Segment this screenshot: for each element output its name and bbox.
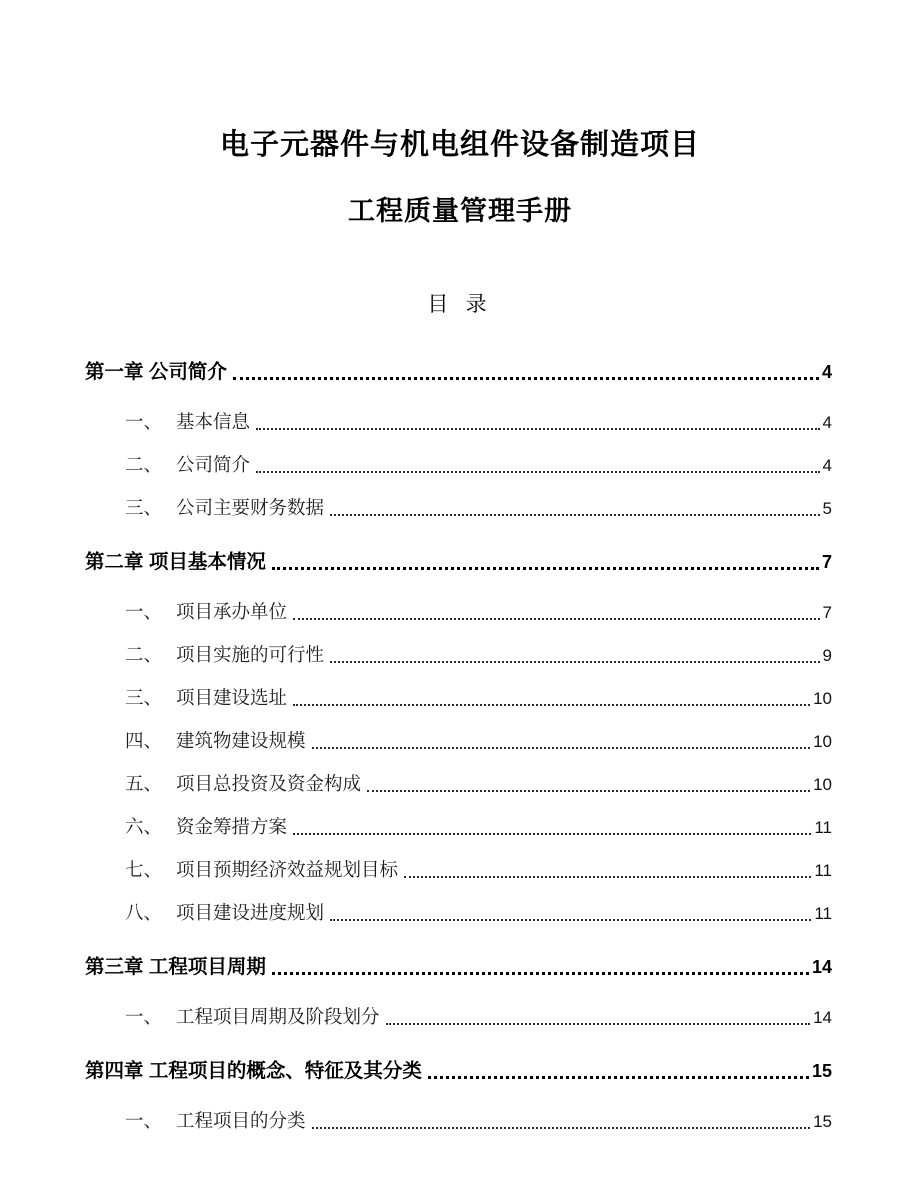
toc-entry[interactable] bbox=[85, 899, 832, 925]
toc-entry[interactable] bbox=[85, 1003, 832, 1029]
toc-entry-label: 项目建设进度规划 bbox=[176, 904, 325, 924]
toc-entry-page-number: 4 bbox=[821, 362, 832, 382]
toc-entry-label: 工程项目周期及阶段划分 bbox=[176, 1008, 380, 1028]
toc-entry-page-number: 10 bbox=[813, 732, 832, 751]
toc-entry-number: 一、 bbox=[125, 413, 163, 433]
document-title-line1: 电子元器件与机电组件设备制造项目 bbox=[219, 129, 700, 161]
toc-entry-label: 第二章 项目基本情况 bbox=[85, 551, 266, 573]
toc-dot-leader bbox=[272, 566, 819, 570]
toc-dot-leader bbox=[428, 1075, 809, 1079]
toc-entry-page-number: 10 bbox=[813, 775, 832, 794]
toc-entry-number: 一、 bbox=[125, 603, 163, 623]
toc-dot-leader bbox=[312, 1126, 811, 1129]
toc-entry-label: 资金筹措方案 bbox=[176, 818, 288, 838]
toc-entry-number: 一、 bbox=[125, 1112, 163, 1132]
document-title-line2: 工程质量管理手册 bbox=[348, 196, 572, 226]
toc-dot-leader bbox=[404, 875, 811, 878]
toc-dot-leader bbox=[367, 789, 810, 792]
toc-dot-leader bbox=[293, 703, 810, 706]
toc-entry-page-number: 14 bbox=[811, 957, 832, 977]
toc-entry[interactable] bbox=[85, 494, 832, 520]
toc-entry-label: 第一章 公司简介 bbox=[85, 361, 227, 383]
toc-entry[interactable] bbox=[85, 770, 832, 796]
toc-entry-number: 八、 bbox=[125, 904, 163, 924]
toc-entry-label: 建筑物建设规模 bbox=[176, 732, 306, 752]
toc-dot-leader bbox=[293, 832, 811, 835]
toc-entry-number: 七、 bbox=[125, 861, 163, 881]
toc-dot-leader bbox=[330, 513, 820, 516]
toc-entry-label: 公司主要财务数据 bbox=[176, 499, 325, 519]
toc-entry-label: 项目建设选址 bbox=[176, 689, 288, 709]
toc-entry[interactable] bbox=[85, 727, 832, 753]
toc-entry-label: 工程项目的分类 bbox=[176, 1112, 306, 1132]
toc-entry-label: 项目总投资及资金构成 bbox=[176, 775, 362, 795]
toc-entry-label: 项目预期经济效益规划目标 bbox=[176, 861, 399, 881]
toc-entry[interactable] bbox=[85, 856, 832, 882]
toc-entry[interactable] bbox=[85, 1055, 832, 1083]
toc-entry[interactable] bbox=[85, 641, 832, 667]
toc-entry-number: 六、 bbox=[125, 818, 163, 838]
toc-dot-leader bbox=[256, 427, 820, 430]
toc-entry-number: 二、 bbox=[125, 646, 163, 666]
toc-entry[interactable] bbox=[85, 684, 832, 710]
toc-entry[interactable] bbox=[85, 598, 832, 624]
toc-entry[interactable] bbox=[85, 451, 832, 477]
toc-entry-page-number: 4 bbox=[822, 456, 832, 475]
toc-entry-number: 五、 bbox=[125, 775, 163, 795]
toc-entry-label: 公司简介 bbox=[176, 456, 251, 476]
toc-dot-leader bbox=[293, 617, 820, 620]
toc-entry-number: 二、 bbox=[125, 456, 163, 476]
toc-dot-leader bbox=[386, 1022, 811, 1025]
toc-entry-page-number: 10 bbox=[813, 689, 832, 708]
toc-dot-leader bbox=[272, 971, 809, 975]
toc-entry-page-number: 5 bbox=[822, 499, 832, 518]
toc-entry-number: 三、 bbox=[125, 689, 163, 709]
toc-entry-label: 基本信息 bbox=[176, 413, 251, 433]
toc-entry-number: 三、 bbox=[125, 499, 163, 519]
toc-entry-label: 项目实施的可行性 bbox=[176, 646, 325, 666]
toc-dot-leader bbox=[330, 918, 811, 921]
toc-list bbox=[85, 356, 832, 1133]
toc-entry[interactable] bbox=[85, 546, 832, 574]
toc-dot-leader bbox=[256, 470, 820, 473]
toc-entry-page-number: 4 bbox=[822, 413, 832, 432]
toc-entry[interactable] bbox=[85, 408, 832, 434]
toc-entry[interactable] bbox=[85, 813, 832, 839]
toc-heading: 目 录 bbox=[427, 292, 493, 316]
toc-dot-leader bbox=[330, 660, 820, 663]
toc-entry-number: 四、 bbox=[125, 732, 163, 752]
toc-entry-label: 项目承办单位 bbox=[176, 603, 288, 623]
toc-entry-page-number: 7 bbox=[822, 603, 832, 622]
toc-entry-page-number: 9 bbox=[822, 646, 832, 665]
toc-entry-page-number: 11 bbox=[814, 904, 832, 923]
toc-entry[interactable] bbox=[85, 1107, 832, 1133]
toc-entry[interactable] bbox=[85, 951, 832, 979]
toc-entry-page-number: 14 bbox=[813, 1008, 832, 1027]
toc-dot-leader bbox=[233, 376, 819, 380]
toc-entry-number: 一、 bbox=[125, 1008, 163, 1028]
toc-entry-page-number: 11 bbox=[814, 818, 832, 837]
toc-entry-page-number: 11 bbox=[814, 861, 832, 880]
toc-entry[interactable] bbox=[85, 356, 832, 384]
toc-entry-page-number: 15 bbox=[811, 1061, 832, 1081]
toc-entry-page-number: 7 bbox=[821, 552, 832, 572]
toc-entry-page-number: 15 bbox=[813, 1112, 832, 1131]
toc-dot-leader bbox=[312, 746, 811, 749]
toc-entry-label: 第四章 工程项目的概念、特征及其分类 bbox=[85, 1060, 422, 1082]
toc-entry-label: 第三章 工程项目周期 bbox=[85, 956, 266, 978]
